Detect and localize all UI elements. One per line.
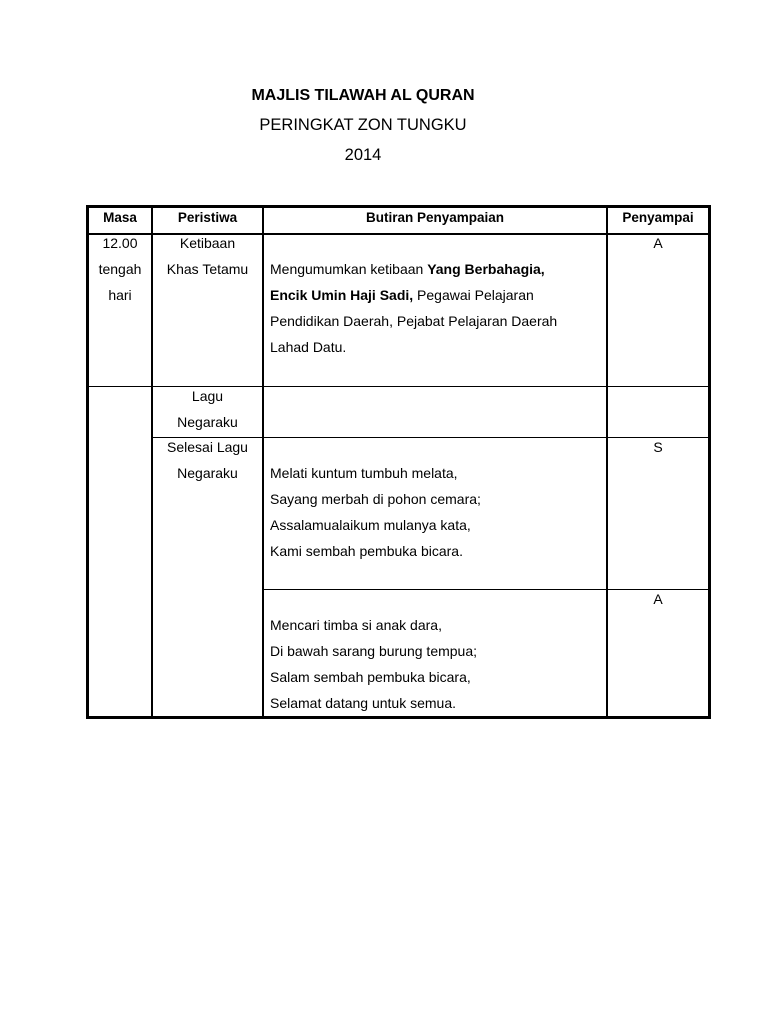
document-year: 2014	[344, 146, 382, 164]
row2-peristiwa: Lagu Negaraku	[177, 388, 238, 430]
row4-penyampai: A	[653, 591, 663, 607]
header-penyampai: Penyampai	[622, 210, 694, 225]
document-title: MAJLIS TILAWAH AL QURAN	[251, 87, 475, 104]
table-border-bottom	[86, 716, 711, 719]
document-subtitle: PERINGKAT ZON TUNGKU	[259, 116, 467, 134]
row3-butiran: Melati kuntum tumbuh melata, Sayang merbah di pohon cemara; Assalamualaikum mulanya kata, Kami sembah pembuka bicara.	[270, 465, 481, 559]
row3-peristiwa: Selesai Lagu Negaraku	[167, 439, 248, 481]
row1-masa: 12.00 tengah hari	[98, 235, 142, 303]
header-butiran: Butiran Penyampaian	[365, 210, 505, 225]
row3-penyampai: S	[653, 439, 663, 455]
row4-butiran: Mencari timba si anak dara, Di bawah sarang burung tempua; Salam sembah pembuka bicara, Selamat datang untuk semua.	[270, 617, 478, 711]
row1-penyampai: A	[653, 235, 663, 251]
column-divider-2	[262, 205, 264, 719]
row1-peristiwa: Ketibaan Khas Tetamu	[166, 235, 249, 277]
header-masa: Masa	[103, 210, 137, 225]
row1-butiran: Mengumumkan ketibaan Yang Berbahagia, Encik Umin Haji Sadi, Pegawai Pelajaran Pendidikan Daerah, Pejabat Pelajaran Daerah Lahad Datu.	[270, 261, 558, 355]
table-border-right	[708, 205, 711, 719]
header-peristiwa: Peristiwa	[177, 210, 238, 225]
column-divider-3	[606, 205, 608, 719]
